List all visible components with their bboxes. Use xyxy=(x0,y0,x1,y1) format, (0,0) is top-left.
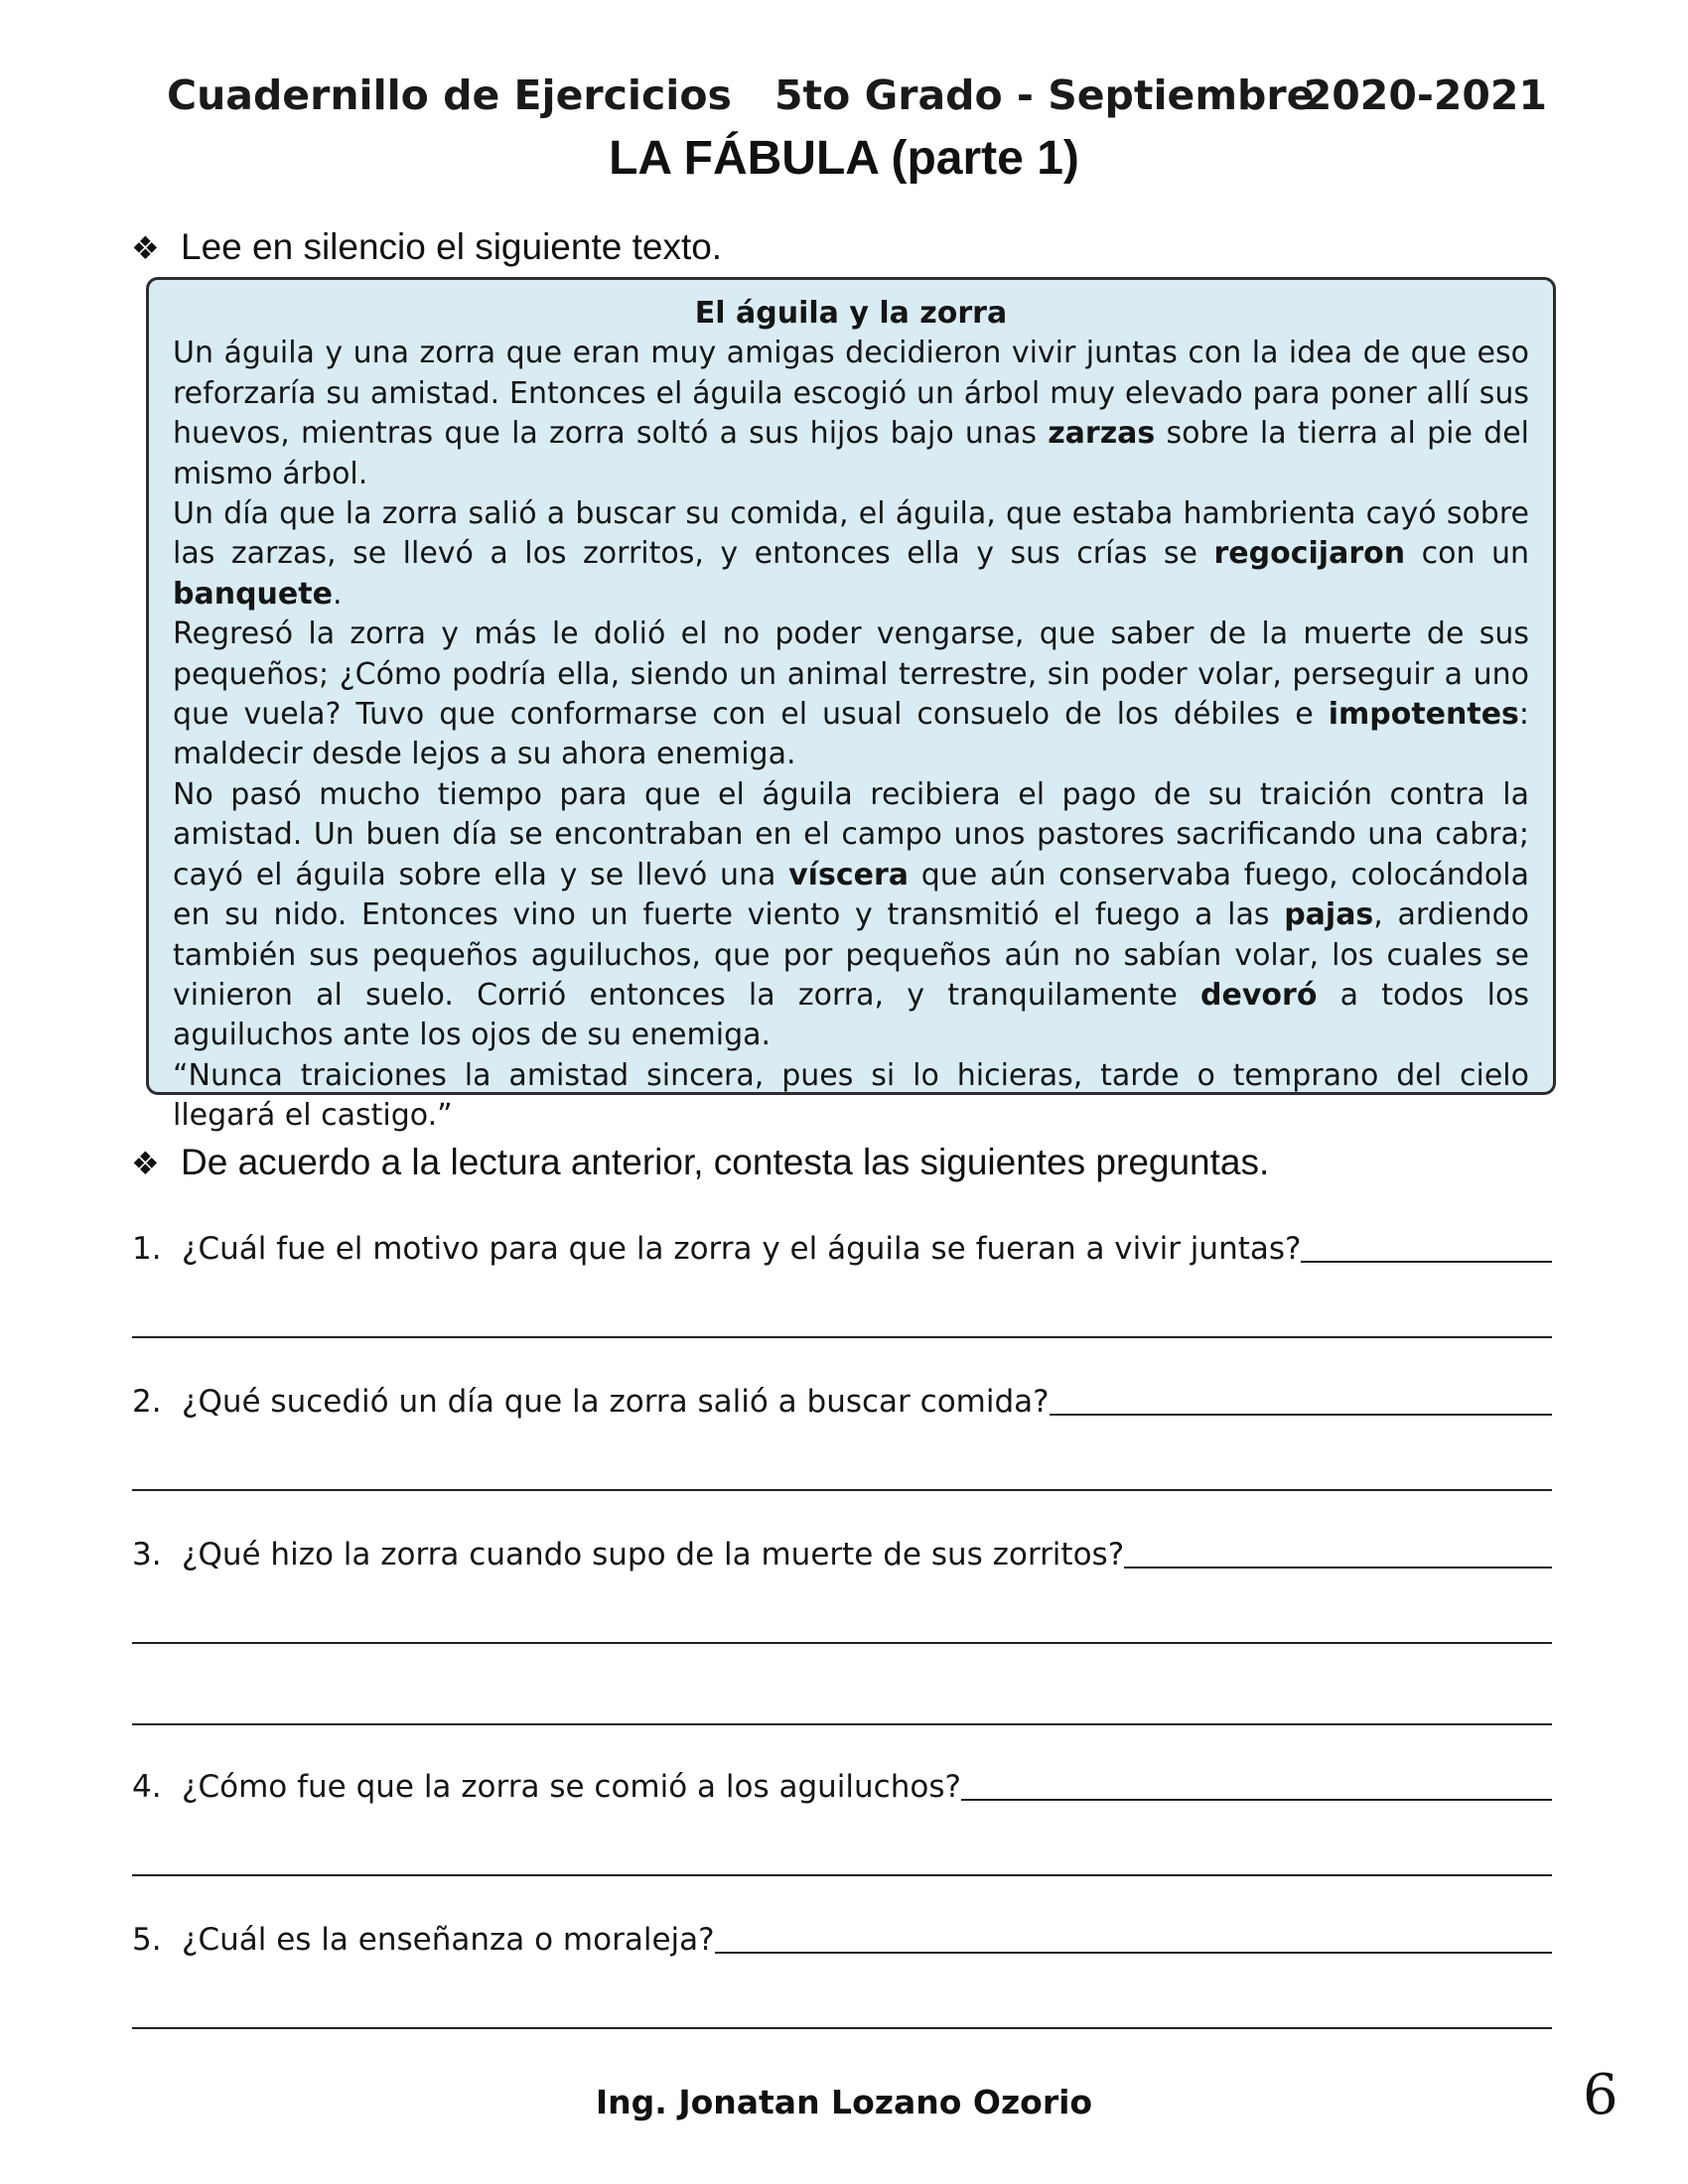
answer-line[interactable] xyxy=(132,1489,1552,1491)
vocab-word: regocijaron xyxy=(1213,536,1406,572)
instruction-answer xyxy=(131,1142,1269,1183)
header-grade-month: 5to Grado - Septiembre xyxy=(774,71,1315,119)
question-4 xyxy=(132,1769,1552,1805)
story-paragraph-3: Regresó la zorra y más le dolió el no poder vengarse, que saber de la muerte de sus pequeños; ¿Cómo podría ella, siendo un animal terrestre, sin poder volar, perseguir a uno que vuela? Tuvo que conformarse con el usual consuelo de los débiles e impotentes: maldecir desde lejos a su ahora enemiga. xyxy=(173,616,1530,772)
answer-line[interactable] xyxy=(132,1642,1552,1644)
question-3 xyxy=(132,1537,1552,1572)
story-box xyxy=(146,277,1556,1134)
diamond-flower-bullet-icon: ❖ xyxy=(131,230,160,266)
question-number: 1. xyxy=(132,1231,162,1267)
vocab-word: banquete xyxy=(173,576,333,612)
question-text: ¿Cómo fue que la zorra se comió a los aguiluchos? xyxy=(182,1769,961,1805)
question-number: 2. xyxy=(132,1384,162,1420)
header-school-year: 2020-2021 xyxy=(1303,71,1547,119)
question-text: ¿Cuál fue el motivo para que la zorra y el águila se fueran a vivir juntas? xyxy=(182,1231,1302,1267)
story-paragraph-4: No pasó mucho tiempo para que el águila recibiera el pago de su traición contra la amistad. Un buen día se encontraban en el campo unos pastores sacrificando una cabra; cayó el águila sobre ella y se llevó una víscera que aún conservaba fuego, colocándola en su nido. Entonces vino un fuerte viento y transmitió el fuego a las pajas, ardiendo también sus pequeños aguiluchos, que por pequeños aún no sabían volar, los cuales se vinieron al suelo. Corrió entonces la zorra, y tranquilamente devoró a todos los aguiluchos ante los ojos de su enemiga. xyxy=(173,776,1530,1053)
story-moral: “Nunca traiciones la amistad sincera, pues si lo hicieras, tarde o temprano del cielo llegará el castigo.” xyxy=(173,1057,1529,1134)
author-footer: Ing. Jonatan Lozano Ozorio xyxy=(595,2083,1093,2121)
question-number: 4. xyxy=(132,1769,162,1805)
answer-line[interactable] xyxy=(132,1336,1552,1338)
page-header xyxy=(167,71,1547,131)
question-text: ¿Cuál es la enseñanza o moraleja? xyxy=(182,1922,715,1958)
answer-line[interactable] xyxy=(1124,1537,1552,1569)
answer-line[interactable] xyxy=(132,1874,1552,1876)
answer-line[interactable] xyxy=(961,1769,1552,1801)
answer-line[interactable] xyxy=(1301,1231,1552,1263)
instruction-read-text: Lee en silencio el siguiente texto. xyxy=(181,226,723,267)
question-number: 5. xyxy=(132,1922,162,1958)
question-5 xyxy=(132,1922,1552,1958)
page-number: 6 xyxy=(1583,2063,1618,2127)
question-text: ¿Qué sucedió un día que la zorra salió a buscar comida? xyxy=(182,1384,1050,1420)
diamond-flower-bullet-icon: ❖ xyxy=(131,1146,160,1181)
instruction-read xyxy=(131,226,722,268)
page-title: LA FÁBULA (parte 1) xyxy=(609,132,1079,185)
vocab-word: devoró xyxy=(1200,977,1318,1013)
vocab-word: víscera xyxy=(788,857,909,892)
answer-line[interactable] xyxy=(715,1922,1552,1954)
vocab-word: pajas xyxy=(1284,897,1374,933)
answer-line[interactable] xyxy=(132,2027,1552,2029)
question-text: ¿Qué hizo la zorra cuando supo de la muerte de sus zorritos? xyxy=(182,1537,1125,1572)
answer-line[interactable] xyxy=(1050,1384,1552,1416)
question-1 xyxy=(132,1231,1552,1267)
story-paragraph-2: Un día que la zorra salió a buscar su comida, el águila, que estaba hambrienta cayó sobre las zarzas, se llevó a los zorritos, y entonces ella y sus crías se regocijaron con un banquete. xyxy=(173,496,1529,612)
answer-line[interactable] xyxy=(132,1723,1552,1725)
instruction-answer-text: De acuerdo a la lectura anterior, contesta las siguientes preguntas. xyxy=(181,1142,1270,1182)
vocab-word: impotentes xyxy=(1328,697,1519,733)
header-workbook-title: Cuadernillo de Ejercicios xyxy=(167,71,732,119)
vocab-word: zarzas xyxy=(1048,416,1156,452)
story-title: El águila y la zorra xyxy=(694,296,1008,331)
question-number: 3. xyxy=(132,1537,162,1572)
question-2 xyxy=(132,1384,1552,1420)
story-paragraph-1: Un águila y una zorra que eran muy amigas decidieron vivir juntas con la idea de que eso reforzaría su amistad. Entonces el águila escogió un árbol muy elevado para poner allí sus huevos, mientras que la zorra soltó a sus hijos bajo unas zarzas sobre la tierra al pie del mismo árbol. xyxy=(173,336,1529,491)
